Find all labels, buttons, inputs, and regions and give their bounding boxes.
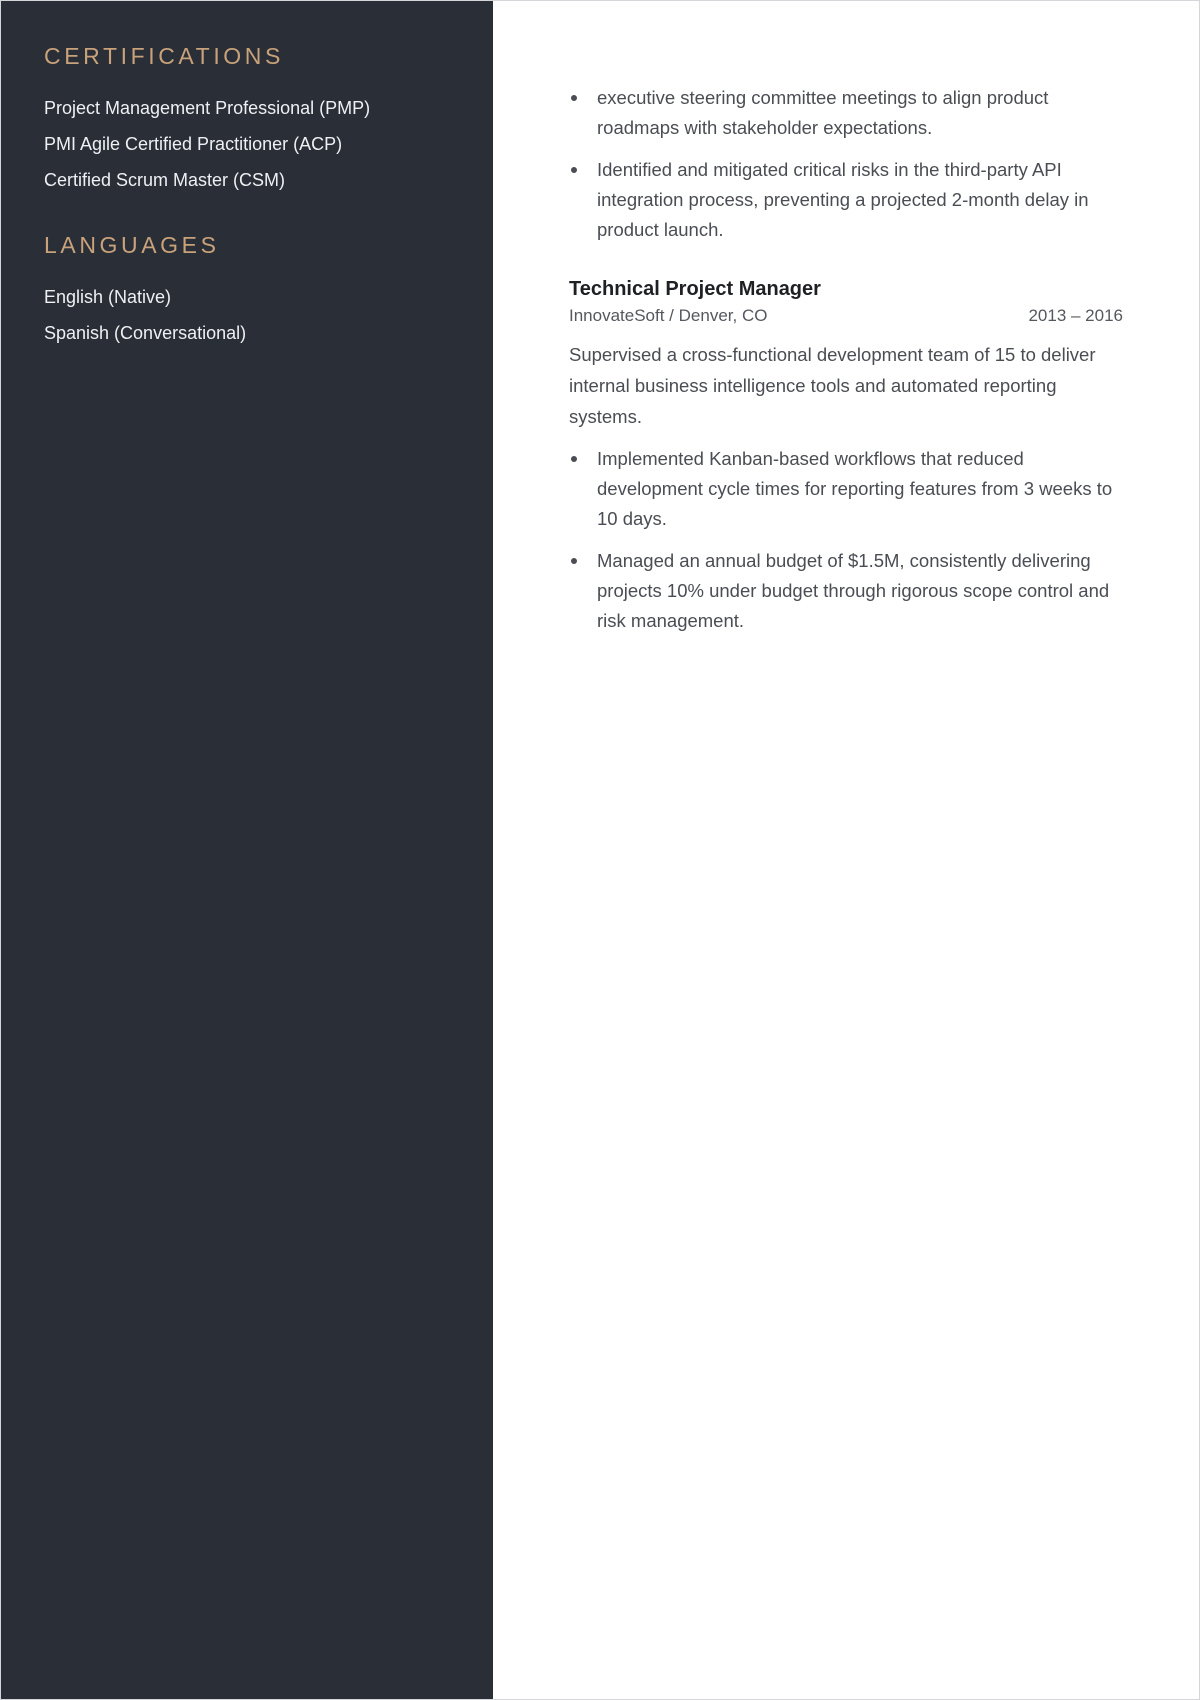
certifications-list	[44, 95, 493, 193]
continued-bullet-list	[569, 83, 1123, 245]
main-content	[493, 1, 1199, 1699]
languages-list	[44, 284, 493, 346]
certifications-section	[44, 41, 493, 193]
job-title: Technical Project Manager	[569, 278, 821, 300]
sidebar	[1, 1, 493, 1699]
certifications-heading: CERTIFICATIONS	[44, 43, 284, 69]
languages-section	[44, 230, 493, 346]
job-summary: Supervised a cross-functional development team of 15 to deliver internal business intelligence tools and automated reporting systems.	[569, 344, 1096, 427]
bullet-item: executive steering committee meetings to align product roadmaps with stakeholder expectations.	[597, 83, 1123, 143]
languages-heading: LANGUAGES	[44, 232, 220, 258]
language-item: Spanish (Conversational)	[44, 323, 247, 343]
certification-item: PMI Agile Certified Practitioner (ACP)	[44, 134, 343, 154]
bullet-item: Managed an annual budget of $1.5M, consistently delivering projects 10% under budget through rigorous scope control and risk management.	[597, 546, 1123, 636]
certification-item: Project Management Professional (PMP)	[44, 98, 371, 118]
job-meta	[569, 303, 1123, 329]
job-bullet-list	[569, 444, 1123, 636]
job-dates: 2013 – 2016	[1028, 306, 1123, 325]
bullet-item: Implemented Kanban-based workflows that reduced development cycle times for reporting features from 3 weeks to 10 days.	[597, 444, 1123, 534]
language-item: English (Native)	[44, 287, 172, 307]
bullet-item: Identified and mitigated critical risks in the third-party API integration process, preventing a projected 2-month delay in product launch.	[597, 155, 1123, 245]
job-entry	[569, 275, 1123, 636]
job-company: InnovateSoft / Denver, CO	[569, 306, 768, 325]
certification-item: Certified Scrum Master (CSM)	[44, 170, 286, 190]
